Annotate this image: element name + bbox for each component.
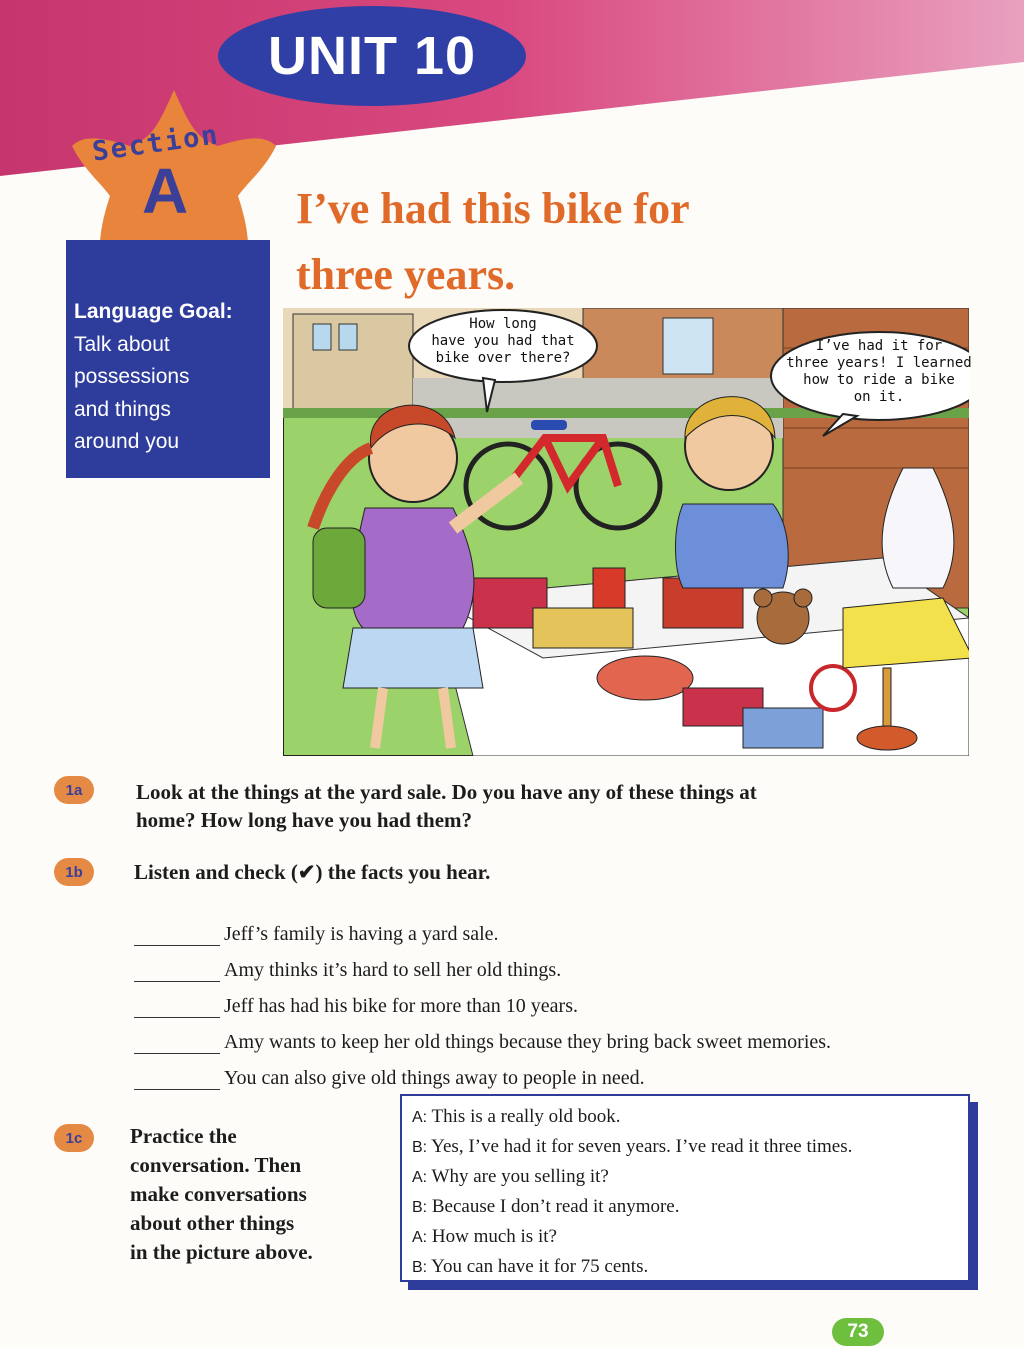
speech-line: three years! I learned [786, 355, 972, 371]
fact-text: Jeff has had his bike for more than 10 years. [224, 995, 578, 1017]
fact-text: Amy wants to keep her old things because they bring back sweet memories. [224, 1031, 832, 1053]
conversation-text: You can have it for 75 cents. [431, 1256, 649, 1277]
speech-line: bike over there? [435, 350, 571, 366]
speech-line: have you had that [431, 333, 575, 349]
conversation-text: How much is it? [431, 1226, 557, 1247]
check-blank[interactable] [134, 997, 220, 1018]
speaker-label: B: [412, 1259, 428, 1276]
lesson-title-line: three years. [296, 250, 516, 299]
instruction-line: make conversations [130, 1182, 307, 1206]
speech-line: how to ride a bike [803, 372, 955, 388]
conversation-box [400, 1094, 970, 1282]
instruction-line: home? How long have you had them? [136, 808, 473, 832]
list-item [134, 910, 1004, 946]
list-item [134, 1018, 1004, 1054]
instruction-line: conversation. Then [130, 1153, 302, 1177]
speaker-label: B: [412, 1139, 428, 1156]
list-item [134, 1054, 1004, 1090]
speech-line: I’ve had it for [815, 338, 943, 354]
fact-check-list [134, 910, 1004, 1090]
conversation-line [412, 1162, 958, 1192]
exercise-badge-1b: 1b [54, 858, 94, 886]
conversation-text: Why are you selling it? [431, 1166, 609, 1187]
check-blank[interactable] [134, 1033, 220, 1054]
instruction-line: Practice the [130, 1124, 237, 1148]
fact-text: Jeff’s family is having a yard sale. [224, 923, 499, 945]
section-letter: A [142, 155, 189, 227]
exercise-1a-instruction [136, 778, 996, 834]
language-goal-line: possessions [74, 365, 190, 388]
fact-text: You can also give old things away to people in need. [224, 1067, 645, 1089]
language-goal-line: Talk about [74, 332, 170, 356]
conversation-line [412, 1222, 958, 1252]
fact-text: Amy thinks it’s hard to sell her old things. [224, 959, 562, 981]
language-goal-line: and things [74, 397, 171, 421]
check-blank[interactable] [134, 961, 220, 982]
lesson-title [296, 176, 836, 308]
page-number: 73 [832, 1318, 884, 1346]
exercise-1b-instruction: Listen and check (✔) the facts you hear. [134, 860, 491, 884]
language-goal-title: Language Goal: [74, 300, 233, 323]
conversation-text: This is a really old book. [431, 1106, 621, 1127]
speech-line: How long [469, 316, 537, 332]
check-blank[interactable] [134, 1069, 220, 1090]
exercise-badge-1a: 1a [54, 776, 94, 804]
conversation-line [412, 1192, 958, 1222]
speaker-label: A: [412, 1229, 428, 1246]
language-goal-box [66, 240, 270, 478]
conversation-line [412, 1132, 958, 1162]
exercise-1c-instruction [130, 1122, 390, 1267]
instruction-line: about other things [130, 1211, 295, 1235]
instruction-line: in the picture above. [130, 1240, 313, 1264]
conversation-text: Because I don’t read it anymore. [431, 1196, 680, 1217]
speaker-label: B: [412, 1199, 428, 1216]
check-blank[interactable] [134, 925, 220, 946]
speaker-label: A: [412, 1109, 428, 1126]
instruction-line: Look at the things at the yard sale. Do you have any of these things at [136, 780, 757, 804]
section-word: Section [90, 119, 222, 168]
language-goal-line: around you [74, 430, 180, 453]
list-item [134, 982, 1004, 1018]
conversation-text: Yes, I’ve had it for seven years. I’ve read it three times. [431, 1136, 853, 1157]
exercise-badge-1c: 1c [54, 1124, 94, 1152]
conversation-line [412, 1102, 958, 1132]
unit-label: UNIT 10 [267, 26, 477, 86]
conversation-line [412, 1252, 958, 1282]
speech-bubble-boy [766, 338, 992, 406]
speech-line: on it. [853, 389, 905, 405]
speech-bubble-girl [418, 316, 588, 367]
list-item [134, 946, 1004, 982]
speaker-label: A: [412, 1169, 428, 1186]
lesson-title-line: I’ve had this bike for [296, 184, 690, 233]
